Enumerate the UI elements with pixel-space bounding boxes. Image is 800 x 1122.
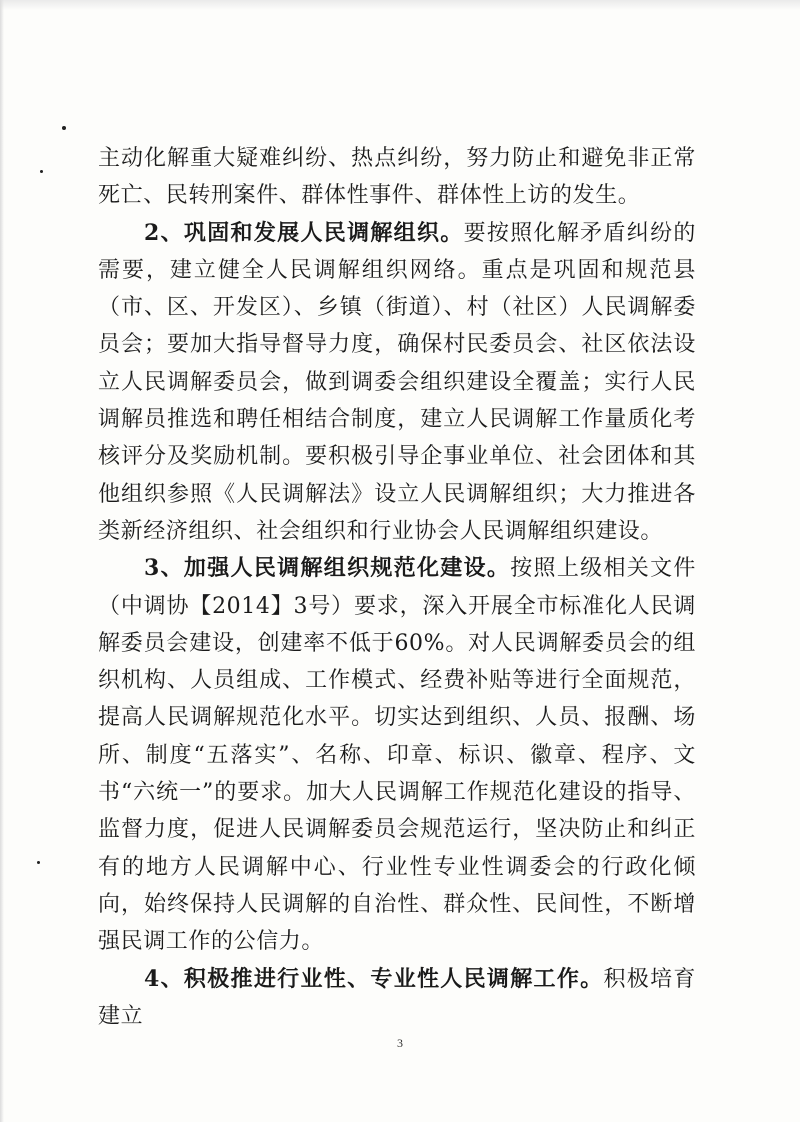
binding-hole-mark [37, 861, 40, 864]
paragraph-continuation [98, 140, 696, 215]
scan-edge-top [0, 0, 800, 10]
paragraph-text: 主动化解重大疑难纠纷、热点纠纷，努力防止和避免非正常死亡、民转刑案件、群体性事件、群体性上访的发生。 [98, 146, 696, 209]
paragraph-text: 按照上级相关文件（中调协【2014】3号）要求，深入开展全市标准化人民调解委员会建设，创建率不低于60%。对人民调解委员会的组织机构、人员组成、工作模式、经费补贴等进行全面规范，提高人民调解规范化水平。切实达到组织、人员、报酬、场所、制度“五落实”、名称、印章、标识、徽章、程序、文书“六统一”的要求。加大人民调解工作规范化建设的指导、监督力度，促进人民调解委员会规范运行，坚决防止和纠正有的地方人民调解中心、行业性专业性调委会的行政化倾向，始终保持人民调解的自治性、群众性、民间性，不断增强民调工作的公信力。 [98, 556, 696, 955]
section-heading: 4、积极推进行业性、专业性人民调解工作。 [144, 965, 604, 992]
binding-hole-mark [62, 126, 66, 130]
binding-hole-mark [40, 170, 43, 173]
paragraph-text: 要按照化解矛盾纠纷的需要，建立健全人民调解组织网络。重点是巩固和规范县（市、区、开发区）、乡镇（街道）、村（社区）人民调解委员会；要加大指导督导力度，确保村民委员会、社区依法设立人民调解委员会，做到调委会组织建设全覆盖；实行人民调解员推选和聘任相结合制度，建立人民调解工作量质化考核评分及奖励机制。要积极引导企事业单位、社会团体和其他组织参照《人民调解法》设立人民调解组织；大力推进各类新经济组织、社会组织和行业协会人民调解组织建设。 [98, 220, 696, 544]
section-heading: 2、巩固和发展人民调解组织。 [144, 219, 464, 246]
scan-edge-left [0, 0, 4, 1122]
paragraph-section-4 [98, 961, 696, 1036]
page-number: 3 [397, 1036, 403, 1050]
paragraph-text: 积极培育建立 [98, 966, 696, 1029]
document-body [98, 140, 696, 1035]
paragraph-section-3 [98, 550, 696, 960]
paragraph-section-2 [98, 215, 696, 551]
section-heading: 3、加强人民调解组织规范化建设。 [144, 555, 511, 582]
